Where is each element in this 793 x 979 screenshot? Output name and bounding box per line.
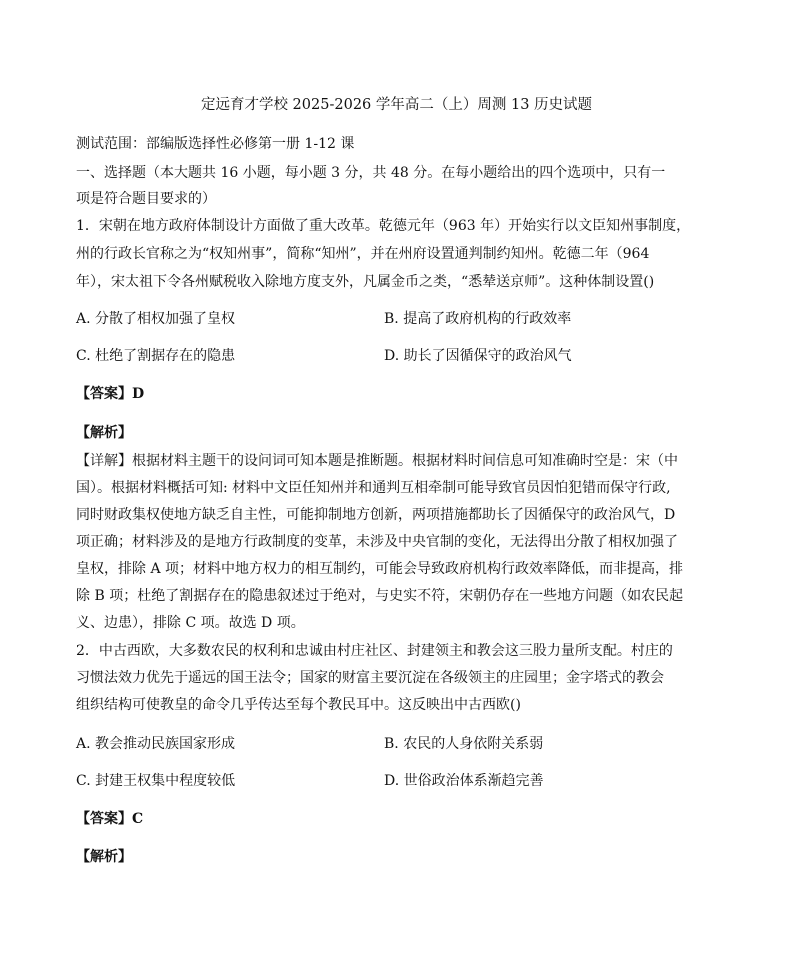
q1-detail-line-1: 【详解】根据材料主题干的设问词可知本题是推断题。根据材料时间信息可知准确时空是：宋（中	[76, 453, 678, 469]
page-title: 定远育才学校 2025-2026 学年高二（上）周测 13 历史试题	[200, 97, 593, 113]
q2-answer-label: 【答案】	[76, 811, 132, 827]
q1-detail-line-3: 同时财政集权使地方缺乏自主性，可能抑制地方创新，两项措施都助长了因循保守的政治风气，D	[76, 507, 676, 523]
q2-analysis-label: 【解析】	[76, 849, 132, 865]
q2-option-b: B. 农民的人身依附关系弱	[384, 736, 544, 752]
q1-option-d: D. 助长了因循保守的政治风气	[384, 348, 572, 364]
q1-detail-line-7: 义、边患），排除 C 项。故选 D 项。	[76, 615, 305, 631]
section-header-line-2: 项是符合题目要求的）	[76, 191, 216, 207]
q1-detail-line-4: 项正确；材料涉及的是地方行政制度的变革，未涉及中央官制的变化，无法得出分散了相权加强了	[76, 534, 678, 550]
q1-answer	[76, 384, 144, 404]
q2-option-a: A. 教会推动民族国家形成	[76, 736, 236, 752]
q1-detail-line-2: 国）。根据材料概括可知: 材料中文臣任知州并和通判互相牵制可能导致官员因怕犯错而保守行政,	[76, 480, 671, 496]
q1-answer-value: D	[132, 386, 145, 402]
q1-answer-label: 【答案】	[76, 386, 132, 402]
q1-stem-line-1: 1．宋朝在地方政府体制设计方面做了重大改革。乾德元年（963 年）开始实行以文臣知州事制度，	[76, 218, 691, 234]
q1-option-c: C. 杜绝了割据存在的隐患	[76, 348, 236, 364]
q1-detail-line-5: 皇权，排除 A 项；材料中地方权力的相互制约，可能会导致政府机构行政效率降低，而非提高，排	[76, 561, 684, 577]
q2-answer	[76, 809, 143, 829]
q1-analysis-label: 【解析】	[76, 425, 132, 441]
q1-detail-line-6: 除 B 项；杜绝了割据存在的隐患叙述过于绝对，与史实不符，宋朝仍存在一些地方问题（如农民起	[76, 588, 684, 604]
q1-option-a: A. 分散了相权加强了皇权	[76, 311, 236, 327]
q2-answer-value: C	[132, 811, 144, 827]
q2-stem-line-1: 2．中古西欧，大多数农民的权利和忠诚由村庄社区、封建领主和教会这三股力量所支配。村庄的	[76, 643, 673, 659]
q2-stem-line-2: 习惯法效力优先于遥远的国王法令；国家的财富主要沉淀在各级领主的庄园里；金字塔式的教会	[76, 670, 664, 686]
q1-stem-line-2: 州的行政长官称之为“权知州事”，简称“知州”，并在州府设置通判制约知州。乾德二年（964	[76, 246, 650, 262]
q2-option-c: C. 封建王权集中程度较低	[76, 773, 236, 789]
q2-option-d: D. 世俗政治体系渐趋完善	[384, 773, 544, 789]
q1-stem-line-3: 年），宋太祖下令各州赋税收入除地方度支外，凡属金币之类，“悉辇送京师”。这种体制设置()	[76, 274, 655, 290]
q1-option-b: B. 提高了政府机构的行政效率	[384, 311, 572, 327]
section-header-line-1: 一、选择题（本大题共 16 小题，每小题 3 分，共 48 分。在每小题给出的四个选项中，只有一	[76, 165, 666, 181]
test-scope: 测试范围：部编版选择性必修第一册 1-12 课	[76, 136, 355, 152]
q2-stem-line-3: 组织结构可使教皇的命令几乎传达至每个教民耳中。这反映出中古西欧()	[76, 697, 521, 713]
